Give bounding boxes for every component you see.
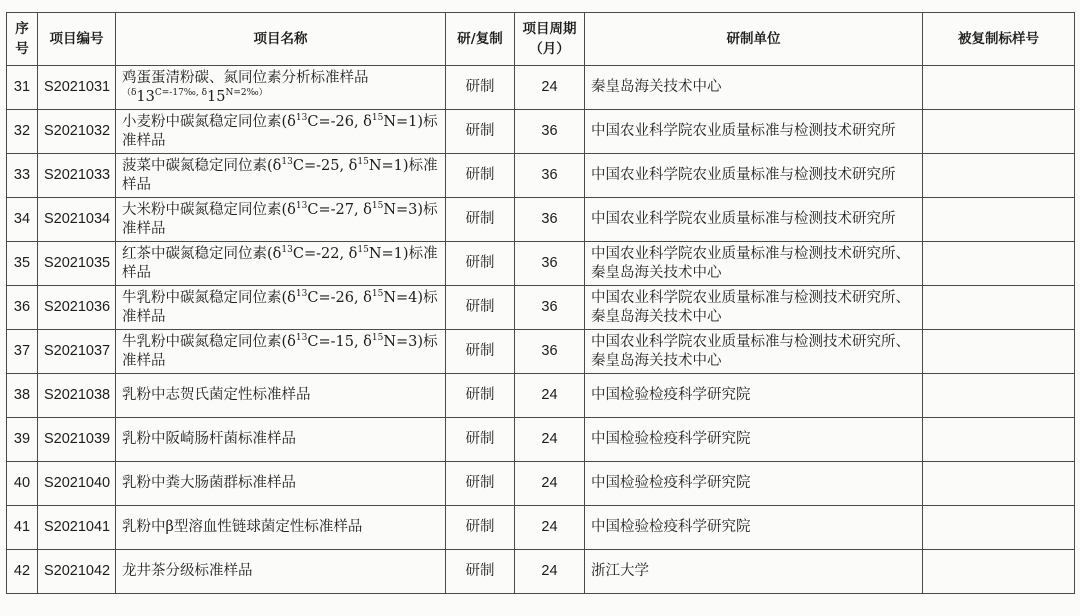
name-text: 乳粉中阪崎肠杆菌标准样品: [122, 431, 296, 447]
cell-copied: [923, 550, 1075, 594]
isotope-superscript: 13: [281, 156, 293, 167]
table-row: [7, 286, 1075, 330]
cell-seq: 34: [7, 198, 38, 242]
header-name: 项目名称: [116, 13, 446, 66]
isotope-superscript: 13: [295, 288, 308, 299]
cell-type: 研制: [446, 66, 515, 110]
cell-unit: [585, 286, 923, 330]
header-seq: 序 号: [7, 13, 38, 66]
name-text: C=-15, δ: [307, 333, 372, 350]
name-text: 牛乳粉中碳氮稳定同位素(δ: [122, 333, 296, 350]
name-text: 牛乳粉中碳氮稳定同位素(δ: [122, 289, 296, 306]
table-row: [7, 506, 1075, 550]
unit-line: 浙江大学: [591, 563, 649, 579]
isotope-superscript: 13: [295, 112, 308, 123]
cell-period: 36: [515, 198, 585, 242]
cell-code: S2021039: [38, 418, 116, 462]
isotope-superscript: 15: [371, 288, 384, 299]
header-copied: 被复制标样号: [923, 13, 1075, 66]
cell-period: 36: [515, 286, 585, 330]
unit-line: 中国农业科学院农业质量标准与检测技术研究所、: [591, 245, 910, 262]
cell-code: S2021031: [38, 66, 116, 110]
name-text: 15: [207, 88, 226, 105]
unit-line: 中国农业科学院农业质量标准与检测技术研究所: [591, 167, 896, 183]
cell-name: [116, 330, 446, 374]
table-row: [7, 154, 1075, 198]
cell-unit: [585, 462, 923, 506]
name-text: C=-26, δ: [307, 113, 372, 130]
name-text: 乳粉中β型溶血性链球菌定性标准样品: [122, 519, 363, 535]
cell-copied: [923, 462, 1075, 506]
name-text: 菠菜中碳氮稳定同位素(δ: [122, 157, 282, 174]
cell-period: 24: [515, 506, 585, 550]
cell-type: 研制: [446, 198, 515, 242]
unit-line: 中国农业科学院农业质量标准与检测技术研究所、: [591, 333, 910, 350]
cell-code: S2021041: [38, 506, 116, 550]
cell-code: S2021037: [38, 330, 116, 374]
name-text: 大米粉中碳氮稳定同位素(δ: [122, 201, 296, 218]
cell-unit: [585, 418, 923, 462]
cell-copied: [923, 66, 1075, 110]
unit-line: 中国检验检疫科学研究院: [591, 387, 751, 403]
unit-line: 中国农业科学院农业质量标准与检测技术研究所: [591, 211, 896, 227]
cell-type: 研制: [446, 286, 515, 330]
unit-line: 中国检验检疫科学研究院: [591, 475, 751, 491]
unit-line: 秦皇岛海关技术中心: [591, 308, 722, 325]
name-text: 乳粉中粪大肠菌群标准样品: [122, 475, 296, 491]
unit-line: 中国农业科学院农业质量标准与检测技术研究所: [591, 123, 896, 139]
cell-seq: 36: [7, 286, 38, 330]
cell-code: S2021036: [38, 286, 116, 330]
cell-unit: [585, 550, 923, 594]
isotope-superscript: 15: [371, 332, 384, 343]
cell-copied: [923, 374, 1075, 418]
cell-name: [116, 550, 446, 594]
cell-seq: 32: [7, 110, 38, 154]
unit-line: 中国检验检疫科学研究院: [591, 431, 751, 447]
cell-unit: [585, 110, 923, 154]
name-text: C=-25, δ: [292, 157, 358, 174]
header-code: 项目编号: [38, 13, 116, 66]
cell-name: [116, 66, 446, 110]
cell-period: 36: [515, 110, 585, 154]
cell-unit: [585, 154, 923, 198]
cell-name: [116, 462, 446, 506]
cell-name: [116, 418, 446, 462]
name-text: C=-27, δ: [307, 201, 372, 218]
cell-seq: 39: [7, 418, 38, 462]
isotope-superscript: 15: [371, 200, 384, 211]
name-text: C=-26, δ: [307, 289, 372, 306]
name-text: N=3)标准样品: [122, 333, 438, 369]
name-text: N=1)标准样品: [122, 113, 438, 149]
cell-copied: [923, 286, 1075, 330]
unit-line: 秦皇岛海关技术中心: [591, 352, 722, 369]
name-text: N=1)标准样品: [122, 245, 438, 281]
cell-seq: 37: [7, 330, 38, 374]
name-text: 小麦粉中碳氮稳定同位素(δ: [122, 113, 296, 130]
cell-type: 研制: [446, 506, 515, 550]
cell-name: [116, 110, 446, 154]
cell-code: S2021038: [38, 374, 116, 418]
cell-code: S2021042: [38, 550, 116, 594]
cell-unit: [585, 506, 923, 550]
cell-copied: [923, 198, 1075, 242]
cell-seq: 40: [7, 462, 38, 506]
cell-period: 36: [515, 154, 585, 198]
cell-code: S2021032: [38, 110, 116, 154]
cell-code: S2021033: [38, 154, 116, 198]
table-row: [7, 462, 1075, 506]
table-row: [7, 374, 1075, 418]
unit-line: 秦皇岛海关技术中心: [591, 264, 722, 281]
name-text: N=4)标准样品: [122, 289, 438, 325]
header-type: 研/复制: [446, 13, 515, 66]
name-text: 鸡蛋蛋清粉碳、氮同位素分析标准样品: [122, 69, 369, 86]
cell-name: [116, 286, 446, 330]
cell-unit: [585, 374, 923, 418]
cell-seq: 31: [7, 66, 38, 110]
cell-name: [116, 198, 446, 242]
isotope-superscript: N=2‰）: [225, 87, 268, 98]
isotope-superscript: 15: [357, 156, 369, 167]
cell-copied: [923, 242, 1075, 286]
name-text: N=3)标准样品: [122, 201, 438, 237]
isotope-superscript: 13: [295, 200, 308, 211]
cell-period: 24: [515, 374, 585, 418]
isotope-superscript: 13: [295, 332, 308, 343]
cell-name: [116, 242, 446, 286]
cell-unit: [585, 66, 923, 110]
cell-copied: [923, 110, 1075, 154]
cell-type: 研制: [446, 154, 515, 198]
table-row: [7, 550, 1075, 594]
cell-copied: [923, 506, 1075, 550]
cell-seq: 38: [7, 374, 38, 418]
table-row: [7, 110, 1075, 154]
cell-period: 24: [515, 550, 585, 594]
cell-period: 24: [515, 418, 585, 462]
cell-seq: 42: [7, 550, 38, 594]
isotope-superscript: （δ: [122, 87, 137, 98]
cell-seq: 41: [7, 506, 38, 550]
cell-unit: [585, 198, 923, 242]
isotope-superscript: 13: [281, 244, 293, 255]
isotope-superscript: 15: [357, 244, 369, 255]
header-period: 项目周期 （月）: [515, 13, 585, 66]
cell-period: 36: [515, 330, 585, 374]
cell-copied: [923, 330, 1075, 374]
isotope-superscript: C=-17‰, δ: [154, 87, 208, 98]
unit-line: 秦皇岛海关技术中心: [591, 79, 722, 95]
name-text: 乳粉中志贺氏菌定性标准样品: [122, 387, 311, 403]
name-text: 龙井茶分级标准样品: [122, 563, 253, 579]
header-unit: 研制单位: [585, 13, 923, 66]
cell-period: 36: [515, 242, 585, 286]
cell-seq: 35: [7, 242, 38, 286]
table-row: [7, 242, 1075, 286]
cell-period: 24: [515, 66, 585, 110]
cell-type: 研制: [446, 374, 515, 418]
cell-copied: [923, 418, 1075, 462]
cell-type: 研制: [446, 462, 515, 506]
table-row: [7, 330, 1075, 374]
table-row: [7, 66, 1075, 110]
name-text: 13: [136, 88, 155, 105]
table-row: [7, 198, 1075, 242]
cell-name: [116, 506, 446, 550]
standard-samples-table: [6, 12, 1075, 594]
cell-unit: [585, 242, 923, 286]
unit-line: 中国检验检疫科学研究院: [591, 519, 751, 535]
cell-name: [116, 374, 446, 418]
header-row: [7, 13, 1075, 66]
name-text: C=-22, δ: [292, 245, 358, 262]
cell-type: 研制: [446, 418, 515, 462]
name-text: N=1)标准样品: [122, 157, 438, 193]
cell-code: S2021040: [38, 462, 116, 506]
name-text: 红茶中碳氮稳定同位素(δ: [122, 245, 282, 262]
cell-type: 研制: [446, 330, 515, 374]
cell-type: 研制: [446, 550, 515, 594]
cell-name: [116, 154, 446, 198]
cell-unit: [585, 330, 923, 374]
cell-copied: [923, 154, 1075, 198]
cell-code: S2021034: [38, 198, 116, 242]
cell-type: 研制: [446, 242, 515, 286]
table-row: [7, 418, 1075, 462]
unit-line: 中国农业科学院农业质量标准与检测技术研究所、: [591, 289, 910, 306]
cell-seq: 33: [7, 154, 38, 198]
cell-period: 24: [515, 462, 585, 506]
isotope-superscript: 15: [371, 112, 384, 123]
cell-code: S2021035: [38, 242, 116, 286]
cell-type: 研制: [446, 110, 515, 154]
